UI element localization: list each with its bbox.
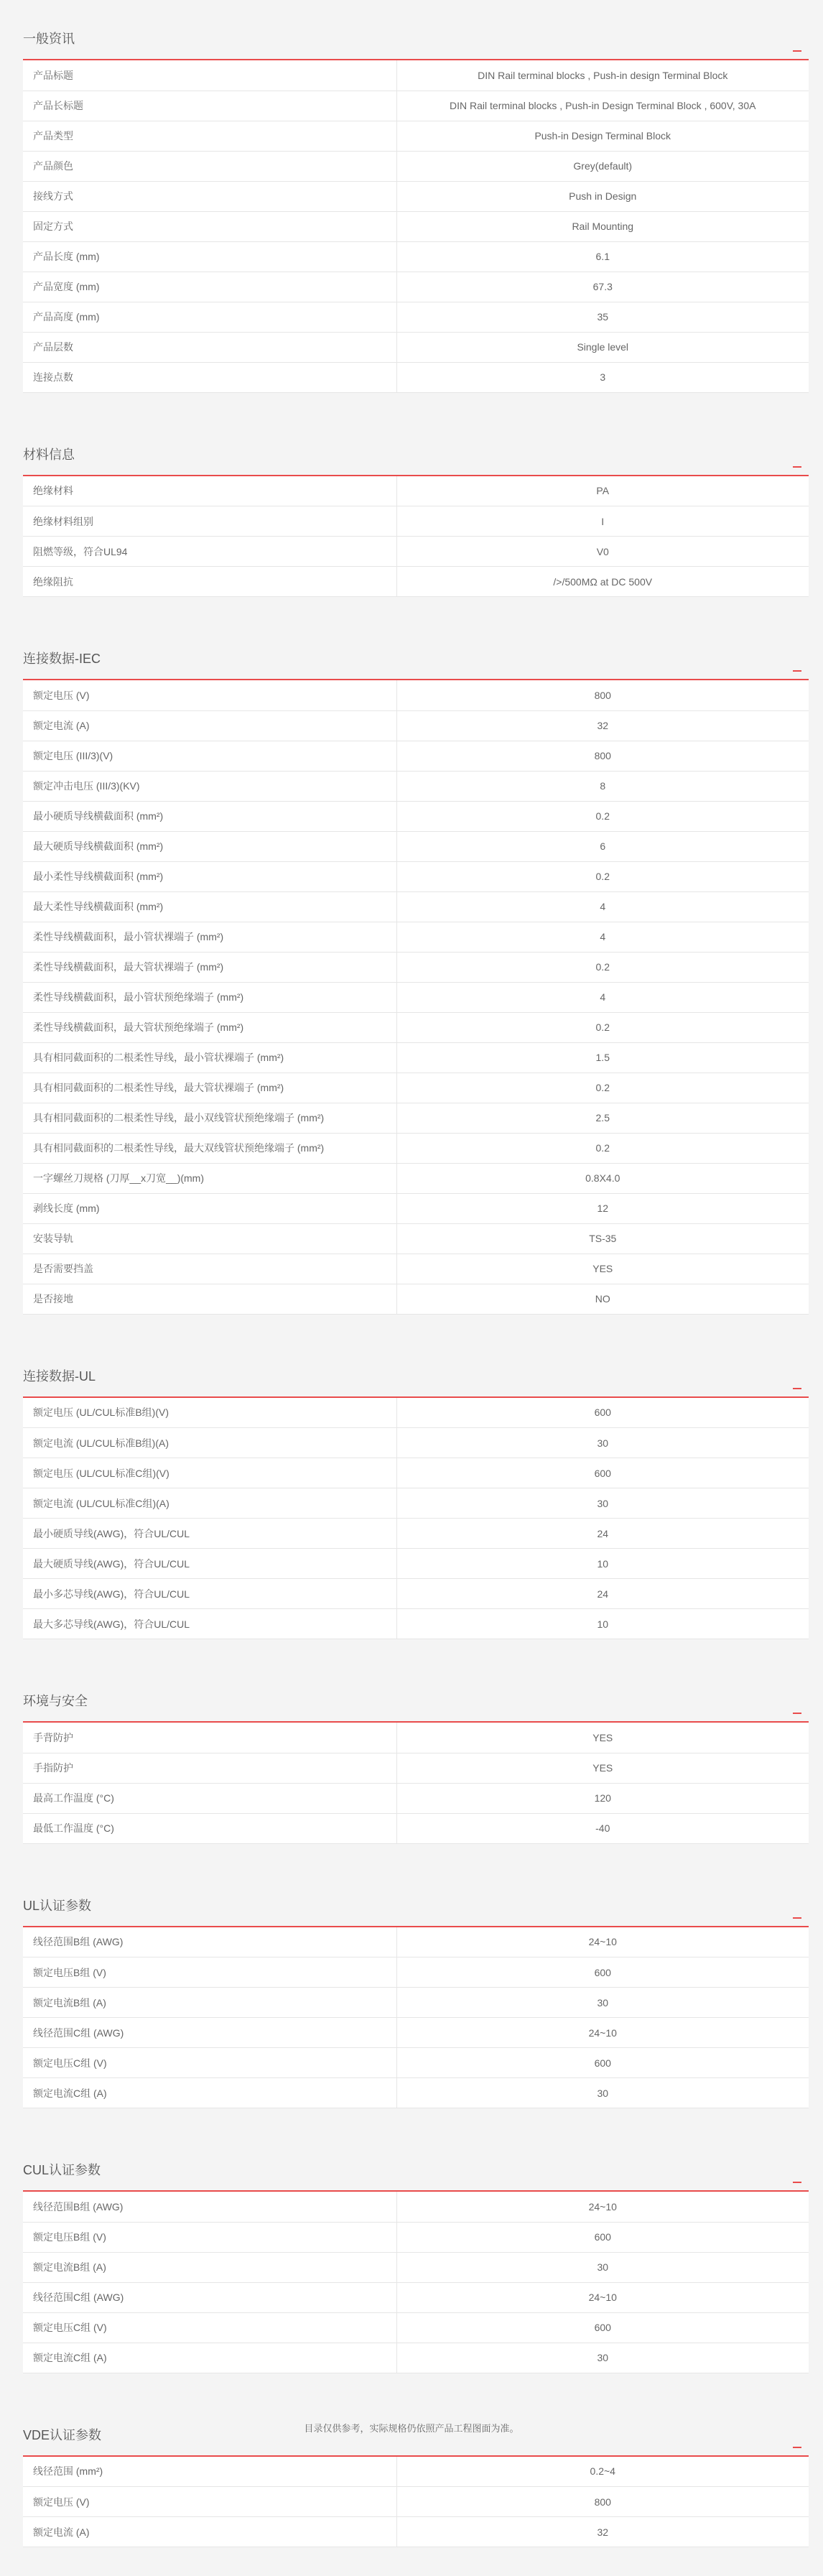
collapse-toggle-icon[interactable] <box>793 43 803 53</box>
spec-value: V0 <box>396 537 809 567</box>
spec-value: YES <box>396 1254 809 1284</box>
spec-value: Single level <box>396 332 809 362</box>
section-title: 连接数据-UL <box>23 1368 96 1384</box>
spec-key: 线径范围B组 (AWG) <box>23 2192 396 2222</box>
spec-key: 最大硬质导线横截面积 (mm²) <box>23 831 396 861</box>
spec-key: 额定电压B组 (V) <box>23 1958 396 1988</box>
spec-key: 产品颜色 <box>23 151 396 181</box>
spec-key: 产品长标题 <box>23 91 396 121</box>
spec-key: 柔性导线横截面积，最大管状预绝缘端子 (mm²) <box>23 1012 396 1042</box>
spec-key: 绝缘材料组别 <box>23 506 396 537</box>
spec-key: 额定电流 (UL/CUL标准B组)(A) <box>23 1428 396 1458</box>
table-row <box>23 831 809 861</box>
section-title: 材料信息 <box>23 447 75 462</box>
spec-value: Push-in Design Terminal Block <box>396 121 809 151</box>
spec-value: 800 <box>396 741 809 771</box>
spec-value: Grey(default) <box>396 151 809 181</box>
spec-key: 最高工作温度 (°C) <box>23 1783 396 1813</box>
spec-value: DIN Rail terminal blocks , Push-in Design Terminal Block , 600V, 30A <box>396 91 809 121</box>
section-title: 环境与安全 <box>23 1694 88 1708</box>
table-row <box>23 1927 809 1958</box>
table-row <box>23 2282 809 2312</box>
spec-value: 6.1 <box>396 241 809 272</box>
table-row <box>23 922 809 952</box>
spec-key: 线径范围C组 (AWG) <box>23 2282 396 2312</box>
section-title: CUL认证参数 <box>23 2163 101 2177</box>
spec-key: 绝缘阻抗 <box>23 567 396 597</box>
section-header <box>23 422 809 476</box>
spec-value: 30 <box>396 1488 809 1519</box>
table-row <box>23 2222 809 2252</box>
table-row <box>23 680 809 710</box>
spec-value: 30 <box>396 2343 809 2373</box>
spec-key: 最大多芯导线(AWG)，符合UL/CUL <box>23 1609 396 1639</box>
spec-value: 24~10 <box>396 2282 809 2312</box>
spec-value: 24~10 <box>396 2018 809 2048</box>
spec-value: Push in Design <box>396 181 809 211</box>
table-row <box>23 1072 809 1103</box>
table-row <box>23 2457 809 2487</box>
collapse-toggle-icon[interactable] <box>793 459 803 469</box>
spec-key: 额定电压 (UL/CUL标准B组)(V) <box>23 1398 396 1428</box>
table-row <box>23 710 809 741</box>
spec-key: 最大硬质导线(AWG)，符合UL/CUL <box>23 1549 396 1579</box>
table-row <box>23 362 809 392</box>
spec-key: 柔性导线横截面积，最小管状裸端子 (mm²) <box>23 922 396 952</box>
table-row <box>23 60 809 91</box>
table-row <box>23 1579 809 1609</box>
spec-value: 1.5 <box>396 1042 809 1072</box>
table-row <box>23 1133 809 1163</box>
table-row <box>23 181 809 211</box>
table-row <box>23 1163 809 1193</box>
spec-section <box>23 2137 809 2373</box>
spec-table <box>23 1398 809 1640</box>
footer-note: 目录仅供参考，实际规格仍依照产品工程图面为准。 <box>304 2423 519 2434</box>
spec-value: 32 <box>396 2517 809 2547</box>
spec-key: 额定电压C组 (V) <box>23 2048 396 2078</box>
spec-key: 线径范围 (mm²) <box>23 2457 396 2487</box>
table-row <box>23 1398 809 1428</box>
spec-value: />/500MΩ at DC 500V <box>396 567 809 597</box>
spec-value: I <box>396 506 809 537</box>
table-row <box>23 1193 809 1223</box>
section-title: 一般资讯 <box>23 32 75 46</box>
section-header <box>23 1343 809 1398</box>
spec-key: 产品高度 (mm) <box>23 302 396 332</box>
spec-key: 最大柔性导线横截面积 (mm²) <box>23 891 396 922</box>
table-row <box>23 1284 809 1314</box>
table-row <box>23 891 809 922</box>
spec-value: 10 <box>396 1549 809 1579</box>
spec-value: PA <box>396 476 809 506</box>
spec-key: 一字螺丝刀规格 (刀厚__x刀宽__)(mm) <box>23 1163 396 1193</box>
table-row <box>23 801 809 831</box>
spec-key: 是否需要挡盖 <box>23 1254 396 1284</box>
spec-key: 最小多芯导线(AWG)，符合UL/CUL <box>23 1579 396 1609</box>
spec-value: 3 <box>396 362 809 392</box>
spec-key: 接线方式 <box>23 181 396 211</box>
table-row <box>23 2078 809 2108</box>
spec-value: 0.2 <box>396 952 809 982</box>
spec-key: 额定电流 (A) <box>23 710 396 741</box>
spec-key: 连接点数 <box>23 362 396 392</box>
table-row <box>23 1428 809 1458</box>
table-row <box>23 1488 809 1519</box>
spec-value: DIN Rail terminal blocks , Push-in design Terminal Block <box>396 60 809 91</box>
spec-value: 24~10 <box>396 1927 809 1958</box>
section-title: UL认证参数 <box>23 1898 92 1913</box>
table-row <box>23 1254 809 1284</box>
spec-key: 额定电流C组 (A) <box>23 2343 396 2373</box>
table-row <box>23 537 809 567</box>
section-title: 连接数据-IEC <box>23 652 101 666</box>
spec-section <box>23 626 809 1315</box>
table-row <box>23 272 809 302</box>
table-row <box>23 211 809 241</box>
spec-value: 4 <box>396 891 809 922</box>
spec-value: 600 <box>396 1398 809 1428</box>
spec-value: -40 <box>396 1813 809 1843</box>
spec-key: 具有相同截面积的二根柔性导线，最大管状裸端子 (mm²) <box>23 1072 396 1103</box>
table-row <box>23 1458 809 1488</box>
spec-key: 产品宽度 (mm) <box>23 272 396 302</box>
spec-key: 额定电流B组 (A) <box>23 1988 396 2018</box>
spec-value: 30 <box>396 1428 809 1458</box>
spec-table <box>23 2457 809 2548</box>
spec-key: 额定电流B组 (A) <box>23 2252 396 2282</box>
table-row <box>23 506 809 537</box>
section-title: VDE认证参数 <box>23 2427 102 2442</box>
spec-value: 32 <box>396 710 809 741</box>
spec-key: 线径范围B组 (AWG) <box>23 1927 396 1958</box>
collapse-toggle-icon[interactable] <box>793 2440 803 2450</box>
spec-key: 产品长度 (mm) <box>23 241 396 272</box>
spec-table <box>23 2192 809 2373</box>
spec-value: 0.2~4 <box>396 2457 809 2487</box>
table-row <box>23 2517 809 2547</box>
spec-section <box>23 1668 809 1844</box>
spec-key: 具有相同截面积的二根柔性导线，最小双线管状预绝缘端子 (mm²) <box>23 1103 396 1133</box>
table-row <box>23 2487 809 2517</box>
spec-key: 额定电流 (A) <box>23 2517 396 2547</box>
table-row <box>23 2018 809 2048</box>
spec-value: 0.2 <box>396 801 809 831</box>
spec-value: 30 <box>396 2252 809 2282</box>
spec-key: 产品标题 <box>23 60 396 91</box>
table-row <box>23 1609 809 1639</box>
spec-key: 阻燃等级，符合UL94 <box>23 537 396 567</box>
spec-value: 120 <box>396 1783 809 1813</box>
spec-key: 手指防护 <box>23 1753 396 1783</box>
spec-key: 最小柔性导线横截面积 (mm²) <box>23 861 396 891</box>
spec-value: 800 <box>396 2487 809 2517</box>
table-row <box>23 861 809 891</box>
spec-value: 24 <box>396 1579 809 1609</box>
table-row <box>23 1783 809 1813</box>
spec-value: 0.2 <box>396 1072 809 1103</box>
table-row <box>23 771 809 801</box>
spec-key: 固定方式 <box>23 211 396 241</box>
spec-value: 4 <box>396 982 809 1012</box>
spec-section <box>23 1873 809 2109</box>
spec-key: 额定电压 (III/3)(V) <box>23 741 396 771</box>
spec-key: 柔性导线横截面积，最大管状裸端子 (mm²) <box>23 952 396 982</box>
spec-key: 额定电压 (V) <box>23 680 396 710</box>
spec-value: 0.2 <box>396 861 809 891</box>
spec-key: 剥线长度 (mm) <box>23 1193 396 1223</box>
spec-key: 绝缘材料 <box>23 476 396 506</box>
section-header <box>23 2137 809 2192</box>
table-row <box>23 1753 809 1783</box>
spec-key: 安装导轨 <box>23 1223 396 1254</box>
spec-value: 600 <box>396 2312 809 2343</box>
spec-key: 线径范围C组 (AWG) <box>23 2018 396 2048</box>
spec-section <box>23 1343 809 1640</box>
spec-key: 是否接地 <box>23 1284 396 1314</box>
collapse-toggle-icon[interactable] <box>793 1910 803 1920</box>
table-row <box>23 1042 809 1072</box>
section-header <box>23 1668 809 1723</box>
table-row <box>23 302 809 332</box>
spec-value: NO <box>396 1284 809 1314</box>
section-header <box>23 1873 809 1927</box>
spec-key: 产品层数 <box>23 332 396 362</box>
spec-key: 具有相同截面积的二根柔性导线，最小管状裸端子 (mm²) <box>23 1042 396 1072</box>
spec-key: 额定电压 (UL/CUL标准C组)(V) <box>23 1458 396 1488</box>
spec-key: 额定电压C组 (V) <box>23 2312 396 2343</box>
spec-key: 最低工作温度 (°C) <box>23 1813 396 1843</box>
spec-key: 最小硬质导线(AWG)，符合UL/CUL <box>23 1519 396 1549</box>
table-row <box>23 91 809 121</box>
spec-value: 35 <box>396 302 809 332</box>
spec-table <box>23 1927 809 2109</box>
spec-key: 柔性导线横截面积，最小管状预绝缘端子 (mm²) <box>23 982 396 1012</box>
table-row <box>23 2252 809 2282</box>
spec-value: 0.2 <box>396 1012 809 1042</box>
spec-table <box>23 60 809 393</box>
spec-value: 600 <box>396 1958 809 1988</box>
spec-table <box>23 1723 809 1844</box>
spec-value: 24 <box>396 1519 809 1549</box>
table-row <box>23 121 809 151</box>
table-row <box>23 1519 809 1549</box>
collapse-toggle-icon[interactable] <box>793 1705 803 1715</box>
spec-value: 0.8X4.0 <box>396 1163 809 1193</box>
spec-key: 额定电流 (UL/CUL标准C组)(A) <box>23 1488 396 1519</box>
table-row <box>23 476 809 506</box>
spec-table <box>23 476 809 598</box>
table-row <box>23 1958 809 1988</box>
spec-value: 600 <box>396 1458 809 1488</box>
table-row <box>23 2343 809 2373</box>
table-row <box>23 1988 809 2018</box>
table-row <box>23 1549 809 1579</box>
spec-value: 2.5 <box>396 1103 809 1133</box>
table-row <box>23 151 809 181</box>
spec-value: 12 <box>396 1193 809 1223</box>
spec-key: 额定电压B组 (V) <box>23 2222 396 2252</box>
spec-key: 最小硬质导线横截面积 (mm²) <box>23 801 396 831</box>
table-row <box>23 567 809 597</box>
spec-table <box>23 680 809 1315</box>
spec-section <box>23 6 809 393</box>
table-row <box>23 1813 809 1843</box>
spec-value: YES <box>396 1753 809 1783</box>
collapse-toggle-icon[interactable] <box>793 663 803 673</box>
spec-value: 0.2 <box>396 1133 809 1163</box>
table-row <box>23 1012 809 1042</box>
spec-section <box>23 422 809 598</box>
spec-value: Rail Mounting <box>396 211 809 241</box>
spec-sections <box>23 6 809 2576</box>
spec-value: 24~10 <box>396 2192 809 2222</box>
spec-value: YES <box>396 1723 809 1753</box>
spec-key: 产品类型 <box>23 121 396 151</box>
spec-value: 4 <box>396 922 809 952</box>
spec-key: 额定电压 (V) <box>23 2487 396 2517</box>
spec-value: 6 <box>396 831 809 861</box>
collapse-toggle-icon[interactable] <box>793 1381 803 1391</box>
spec-value: 8 <box>396 771 809 801</box>
table-row <box>23 2048 809 2078</box>
table-row <box>23 1103 809 1133</box>
table-row <box>23 2312 809 2343</box>
spec-key: 额定电流C组 (A) <box>23 2078 396 2108</box>
spec-value: 10 <box>396 1609 809 1639</box>
spec-value: 800 <box>396 680 809 710</box>
collapse-toggle-icon[interactable] <box>793 2174 803 2184</box>
spec-value: 67.3 <box>396 272 809 302</box>
spec-value: 600 <box>396 2222 809 2252</box>
spec-key: 手背防护 <box>23 1723 396 1753</box>
table-row <box>23 332 809 362</box>
table-row <box>23 952 809 982</box>
spec-key: 具有相同截面积的二根柔性导线，最大双线管状预绝缘端子 (mm²) <box>23 1133 396 1163</box>
section-header <box>23 626 809 680</box>
table-row <box>23 741 809 771</box>
table-row <box>23 2192 809 2222</box>
spec-key: 额定冲击电压 (III/3)(KV) <box>23 771 396 801</box>
table-row <box>23 1223 809 1254</box>
spec-value: 600 <box>396 2048 809 2078</box>
spec-value: 30 <box>396 1988 809 2018</box>
section-header <box>23 6 809 60</box>
table-row <box>23 982 809 1012</box>
spec-value: 30 <box>396 2078 809 2108</box>
table-row <box>23 241 809 272</box>
table-row <box>23 1723 809 1753</box>
spec-value: TS-35 <box>396 1223 809 1254</box>
